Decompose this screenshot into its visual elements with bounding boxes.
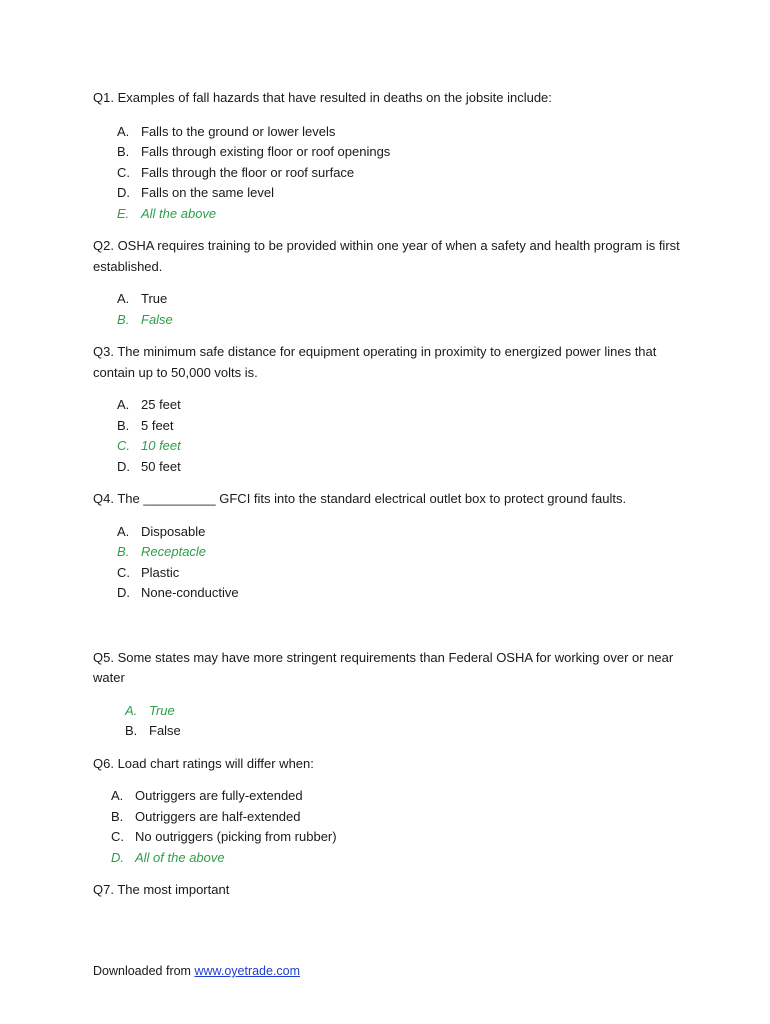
- option: D. Falls on the same level: [117, 185, 274, 200]
- question-1: Q1. Examples of fall hazards that have resulted in deaths on the jobsite include:: [93, 90, 552, 105]
- option: C. Falls through the floor or roof surface: [117, 164, 355, 180]
- option-correct: A. True: [125, 702, 175, 718]
- option: D. 50 feet: [117, 458, 181, 474]
- footer-prefix: Downloaded from: [93, 964, 195, 978]
- option: A. Disposable: [117, 523, 206, 539]
- footer-link[interactable]: www.oyetrade.com: [194, 964, 301, 978]
- option-correct: B. False: [117, 311, 173, 327]
- option-correct: C. 10 feet: [117, 438, 181, 453]
- question-3: Q3. The minimum safe distance for equipment operating in proximity to energized power lines that contain up to 50,000 volts is.: [93, 344, 657, 380]
- question-7: Q7. The most important: [93, 882, 230, 897]
- option: B. False: [125, 723, 181, 738]
- option: C. Plastic: [117, 564, 180, 580]
- question-4: Q4. The __________ GFCI fits into the standard electrical outlet box to protect ground faults.: [93, 491, 627, 506]
- question-3-options: [117, 395, 683, 477]
- option: A. 25 feet: [117, 397, 181, 412]
- option: B. Falls through existing floor or roof openings: [117, 144, 391, 159]
- question-4-options: [117, 522, 683, 604]
- question-1-options: [117, 122, 683, 225]
- option: A. True: [117, 291, 168, 306]
- option-correct: B. Receptacle: [117, 544, 207, 559]
- option-correct: E. All the above: [117, 205, 217, 221]
- option: A. Falls to the ground or lower levels: [117, 123, 336, 139]
- option: D. None-conductive: [117, 585, 239, 600]
- document-page: [93, 88, 683, 901]
- option-correct: D. All of the above: [111, 849, 225, 865]
- option: A. Outriggers are fully-extended: [111, 788, 303, 803]
- question-2-options: [117, 289, 683, 330]
- option: C. No outriggers (picking from rubber): [111, 829, 337, 844]
- question-6: Q6. Load chart ratings will differ when:: [93, 755, 314, 771]
- question-2: Q2. OSHA requires training to be provided within one year of when a safety and health program is first established.: [93, 238, 680, 274]
- page-footer: [93, 964, 300, 978]
- question-6-options: [111, 786, 683, 868]
- question-5-options: [125, 701, 683, 742]
- option: B. 5 feet: [117, 417, 174, 433]
- question-5: Q5. Some states may have more stringent requirements than Federal OSHA for working over or near water: [93, 649, 674, 685]
- option: B. Outriggers are half-extended: [111, 808, 301, 824]
